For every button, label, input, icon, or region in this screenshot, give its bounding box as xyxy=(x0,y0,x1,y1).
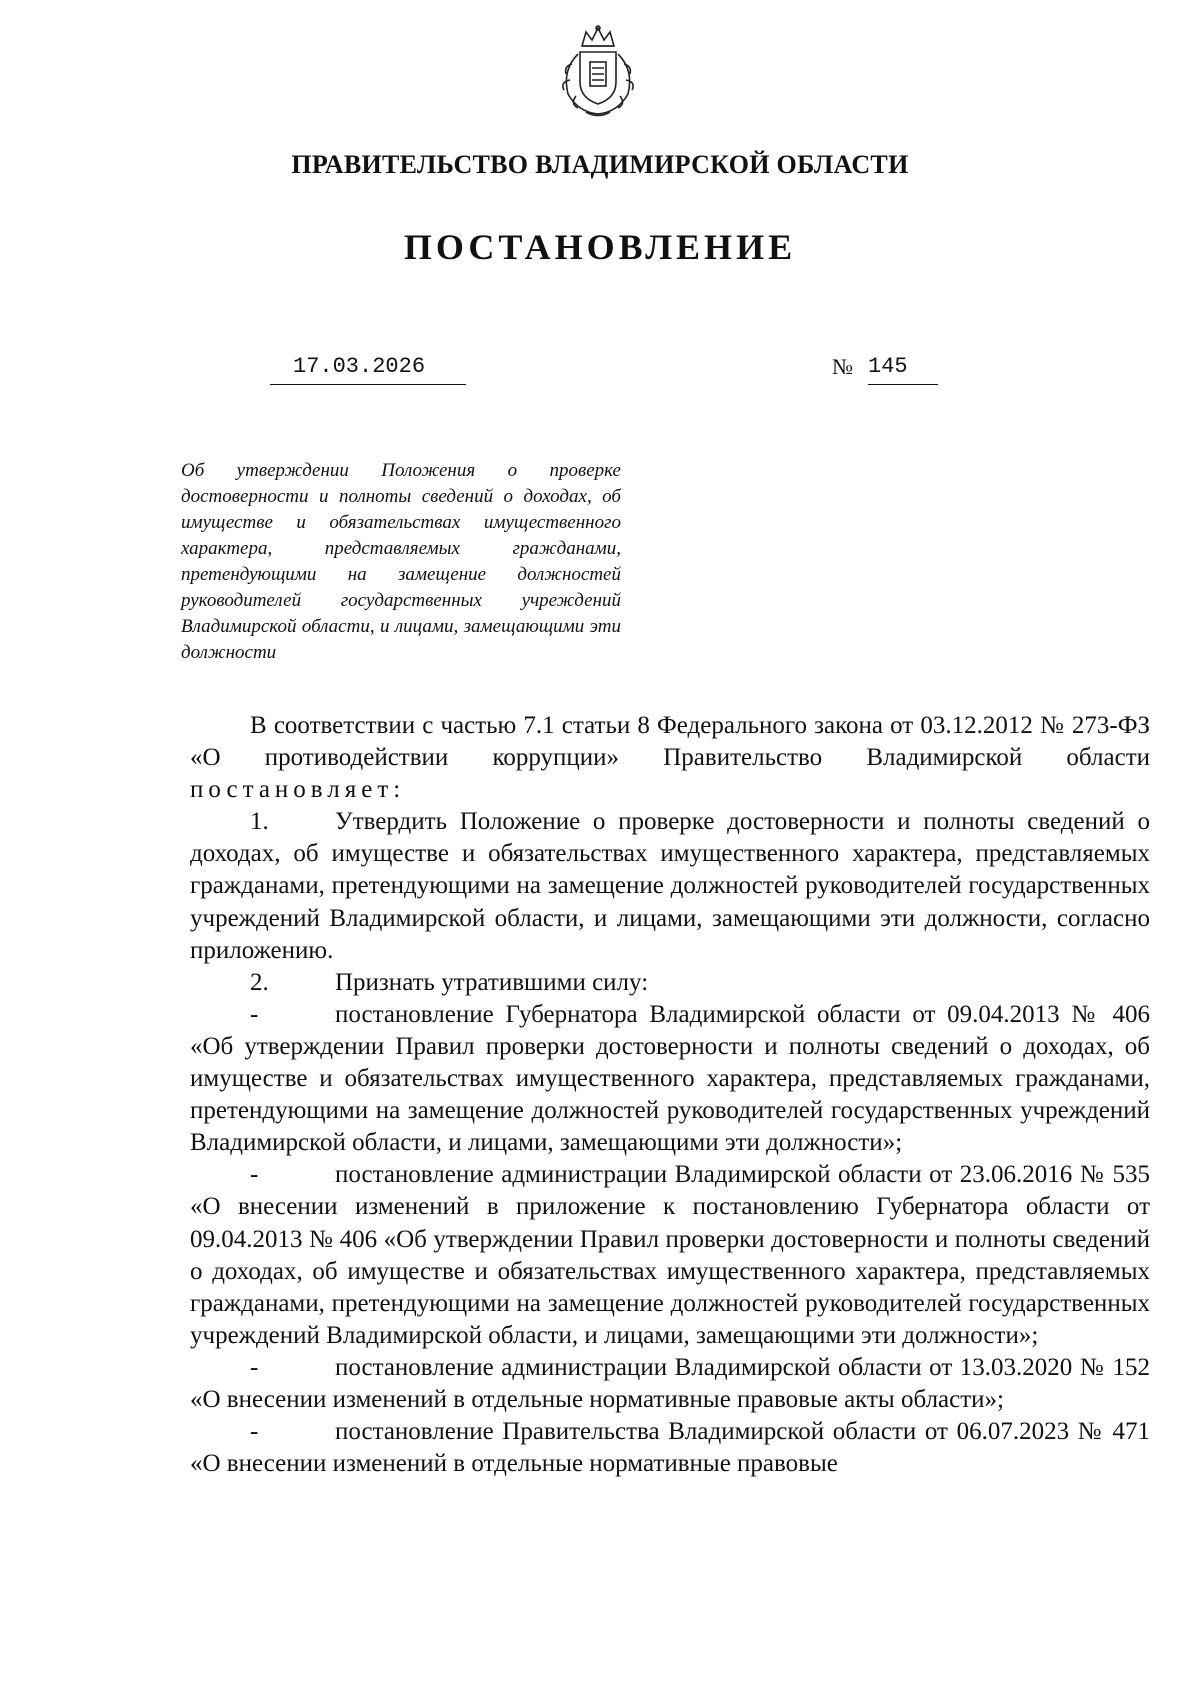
document-number: 145 xyxy=(868,354,908,379)
item-2-marker: 2. xyxy=(250,968,269,996)
item-1-marker: 1. xyxy=(250,808,269,836)
dash-marker: - xyxy=(250,1353,259,1381)
dash-marker: - xyxy=(250,1161,259,1189)
document-date: 17.03.2026 xyxy=(293,354,426,379)
document-type: ПОСТАНОВЛЕНИЕ xyxy=(403,227,797,267)
repealed-item xyxy=(190,1159,1150,1352)
number-sign: № xyxy=(832,354,853,379)
item-2 xyxy=(190,967,1150,999)
repealed-item-text: постановление администрации Владимирской области от 23.06.2016 № 535 «О внесении изменений в приложение к постановлению Губернатора области от 09.04.2013 № 406 «Об утверждении Правил проверки достоверности и полноты сведений о доходах, об имуществе и обязательствах имущественного характера, представляемых гражданами, претендующими на замещение должностей руководителей государственных учреждений Владимирской области, и лицами, замещающими эти должности»; xyxy=(190,1161,1150,1349)
document-subject: Об утверждении Положения о проверке достоверности и полноты сведений о доходах, об имуществе и обязательствах имущественного характера, представляемых гражданами, претендующими на замещение должностей руководителей государственных учреждений Владимирской области, и лицами, замещающими эти должности xyxy=(181,460,621,663)
item-1-text: Утвердить Положение о проверке достоверности и полноты сведений о доходах, об имуществе и обязательствах имущественного характера, представляемых гражданами, претендующими на замещение должностей руководителей государственных учреждений Владимирской области, и лицами, замещающими эти должности, согласно приложению. xyxy=(190,808,1150,964)
organization-title: ПРАВИТЕЛЬСТВО ВЛАДИМИРСКОЙ ОБЛАСТИ xyxy=(291,150,909,179)
repealed-item-text: постановление Правительства Владимирской области от 06.07.2023 № 471 «О внесении изменений в отдельные нормативные правовые xyxy=(190,1418,1150,1478)
document-number-field xyxy=(868,354,938,385)
item-1 xyxy=(190,806,1150,966)
repealed-item-text: постановление Губернатора Владимирской области от 09.04.2013 № 406 «Об утверждении Правил проверки достоверности и полноты сведений о доходах, об имуществе и обязательствах имущественного характера, представляемых гражданами, претендующими на замещение должностей руководителей государственных учреждений Владимирской области, и лицами, замещающими эти должности»; xyxy=(190,1000,1150,1157)
item-2-text: Признать утратившими силу: xyxy=(335,968,649,996)
dash-marker: - xyxy=(250,1000,259,1028)
document-body xyxy=(190,710,1150,1480)
preamble xyxy=(190,710,1150,806)
repealed-item xyxy=(190,1416,1150,1480)
decree-word: постановляет: xyxy=(190,776,406,804)
repealed-item xyxy=(190,999,1150,1159)
repealed-item xyxy=(190,1352,1150,1416)
document-date-field xyxy=(270,354,466,385)
preamble-text: В соответствии с частью 7.1 статьи 8 Федерального закона от 03.12.2012 № 273-ФЗ «О противодействии коррупции» Правительство Владимирской области xyxy=(190,712,1150,772)
dash-marker: - xyxy=(250,1418,259,1446)
coat-of-arms-icon xyxy=(548,24,648,120)
repealed-item-text: постановление администрации Владимирской области от 13.03.2020 № 152 «О внесении изменений в отдельные нормативные правовые акты области»; xyxy=(190,1353,1150,1413)
